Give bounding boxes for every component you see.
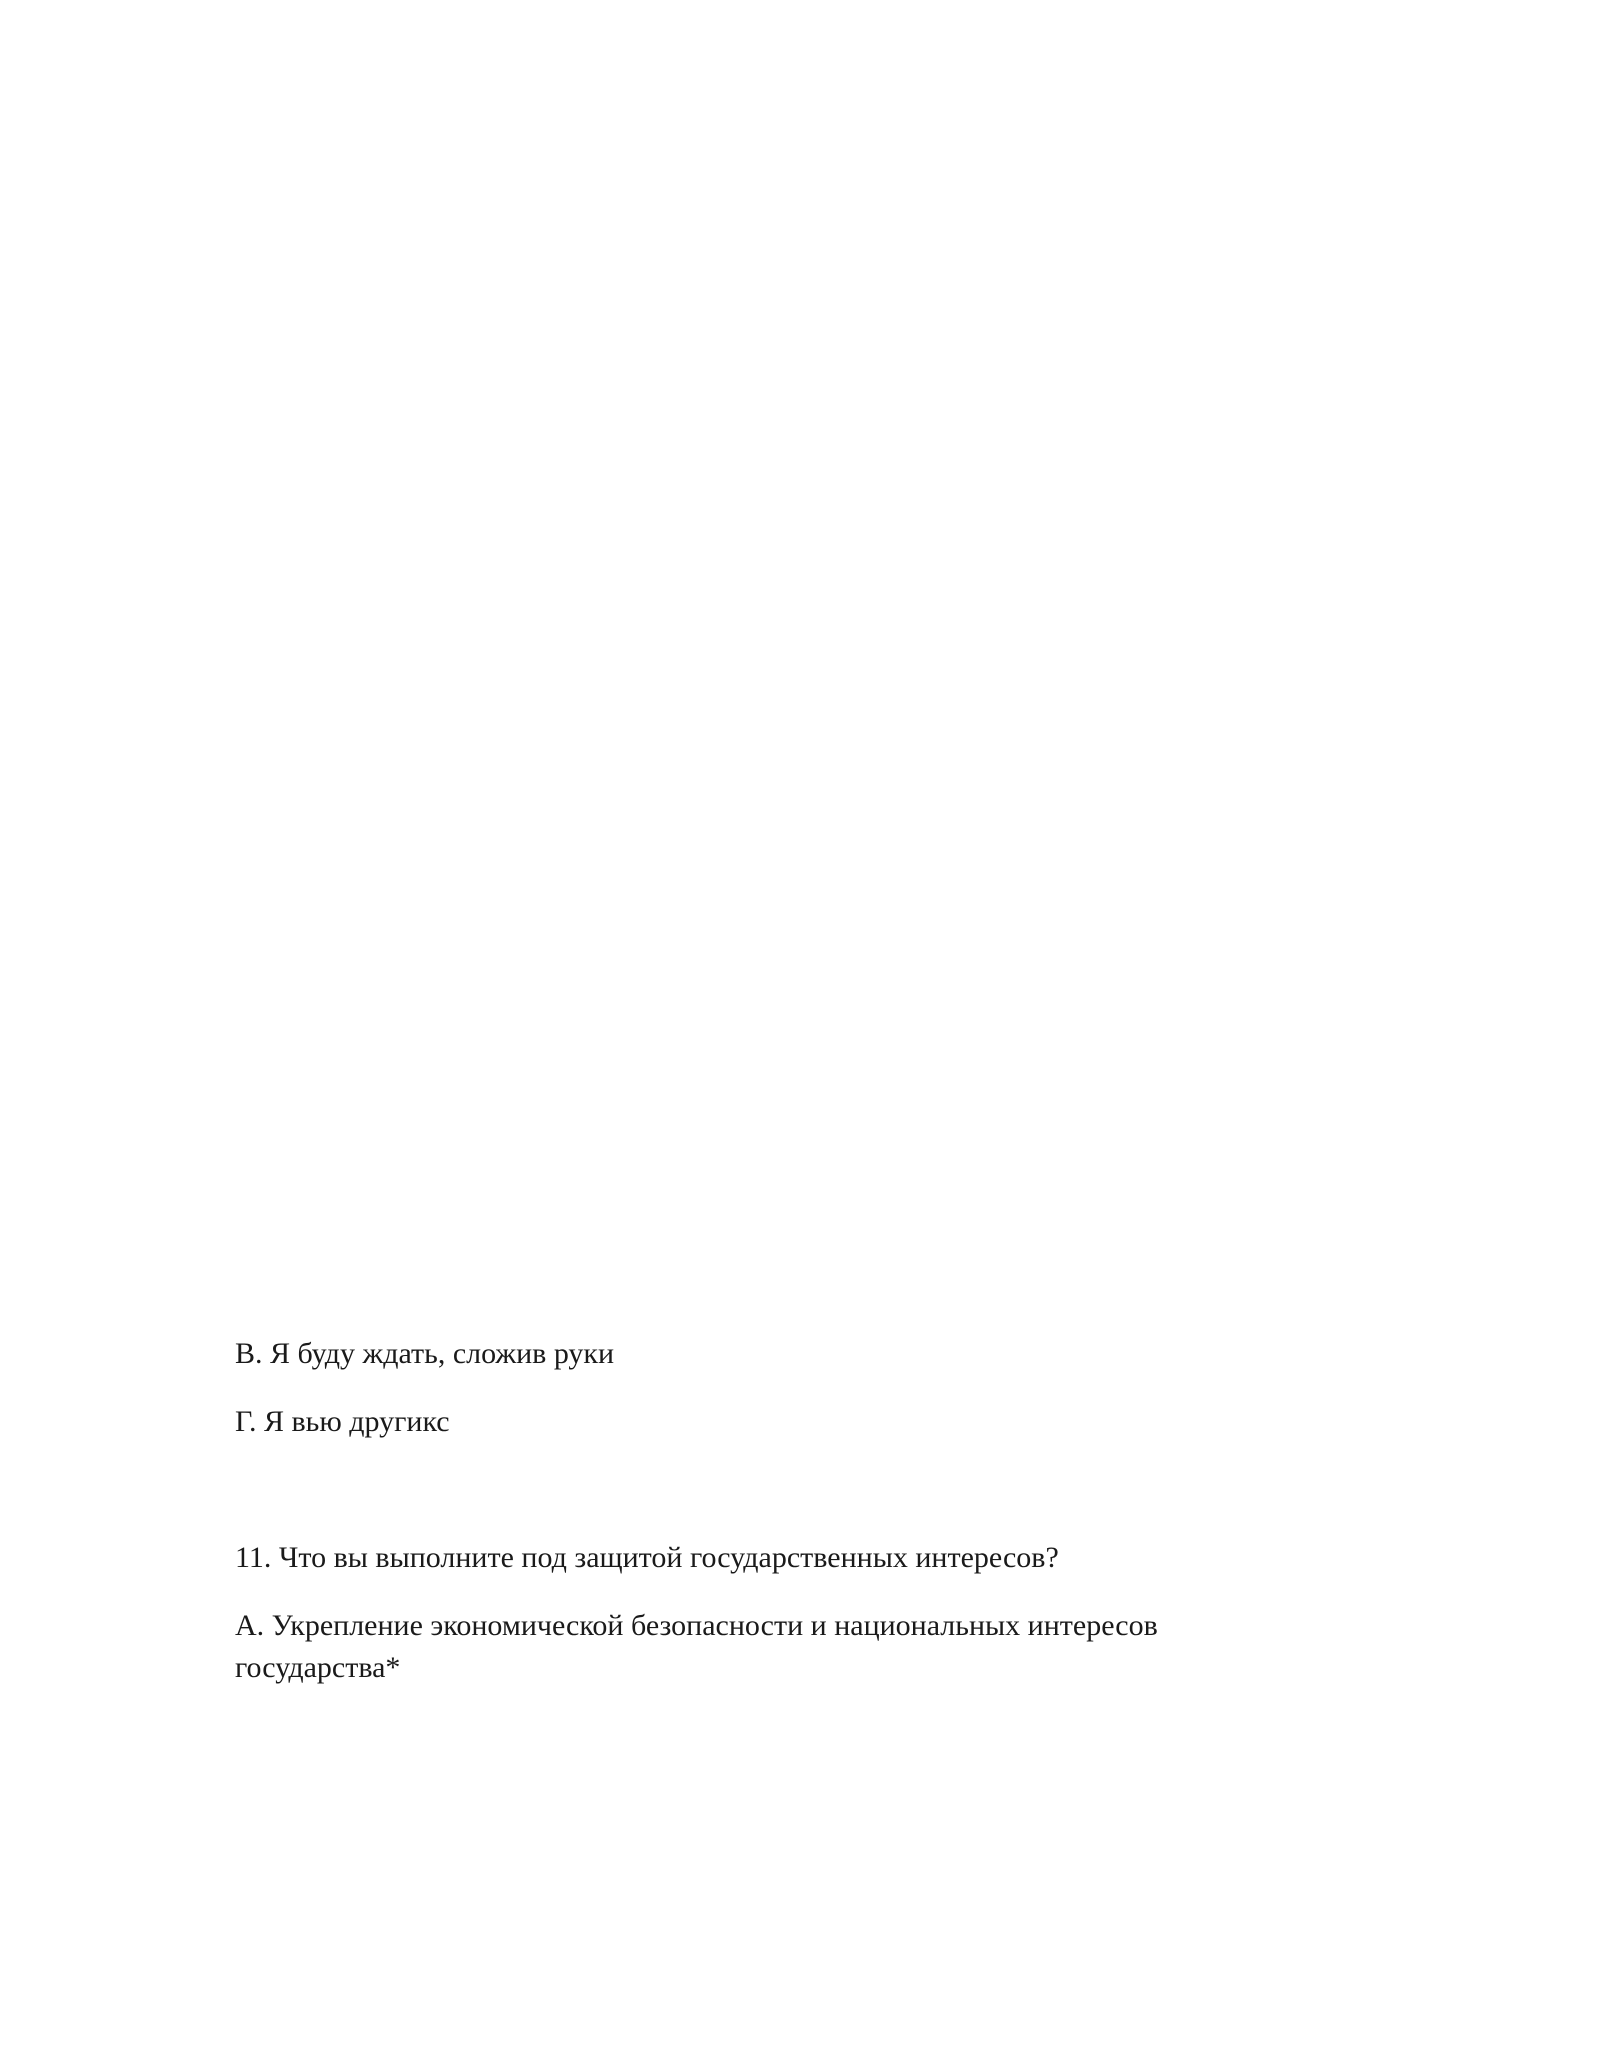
answer-option-a-line-2: государства* — [235, 1651, 401, 1684]
question-11: 11. Что вы выполните под защитой государственных интересов? — [235, 1541, 1059, 1574]
answer-option-g: Г. Я вью другикс — [235, 1405, 450, 1438]
answer-option-v: В. Я буду ждать, сложив руки — [235, 1337, 615, 1370]
answer-option-a-line-1: А. Укрепление экономической безопасности и национальных интересов — [235, 1609, 1158, 1642]
